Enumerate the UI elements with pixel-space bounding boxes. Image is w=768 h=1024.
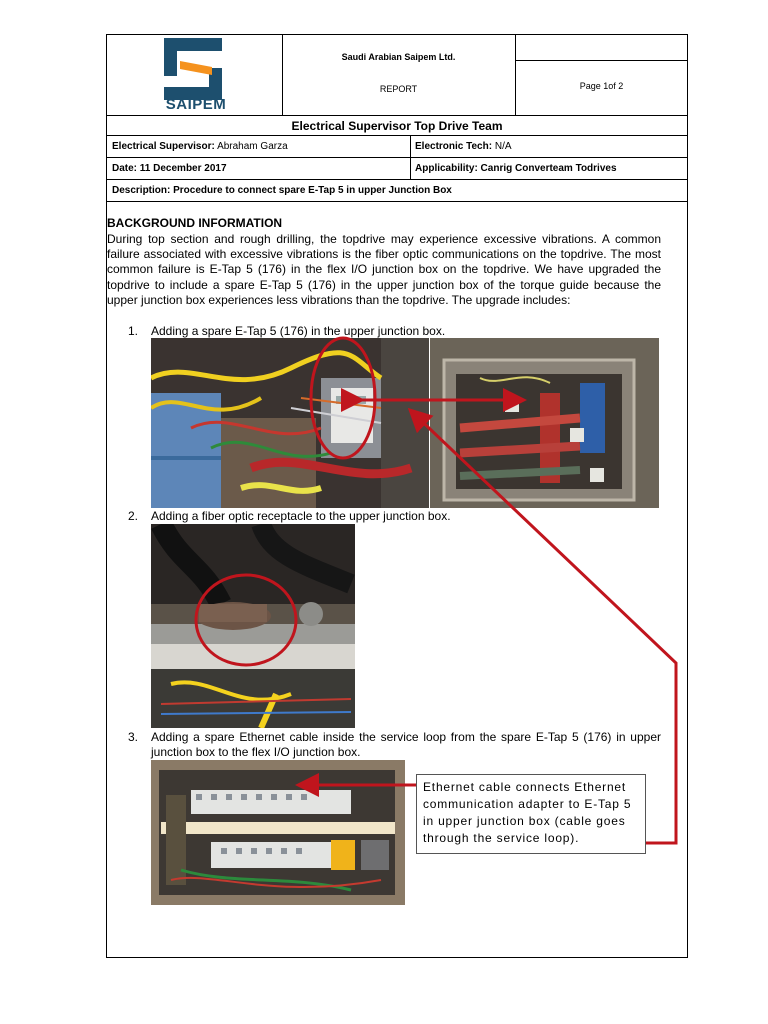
photo-ethernet-cable-panel bbox=[151, 760, 405, 905]
paragraph-text: During top section and rough drilling, the topdrive may experience excessive vibrations. A common failure associated with excessive vibrations is the fiber optic communications on the topdrive. The most common failure is E-Tap 5 (176) in the flex I/O junction box on the topdrive. We have upgraded the topdrive to include a spare E-Tap 5 (176) in the upper junction box of the torque guide because the upper junction box experiences less vibrations than the topdrive. The upgrade includes: bbox=[107, 232, 661, 307]
photo-flex-io-junction-box bbox=[430, 338, 659, 508]
page-number: Page 1of 2 bbox=[579, 81, 624, 91]
date-label: Date: bbox=[112, 163, 138, 174]
callout-box: Ethernet cable connects Ethernet communication adapter to E-Tap 5 in upper junction box (cable goes through the service loop). bbox=[416, 774, 646, 854]
date-value: 11 December 2017 bbox=[139, 163, 227, 174]
divider bbox=[515, 34, 516, 115]
background-paragraph bbox=[107, 232, 661, 308]
tech-field bbox=[415, 141, 512, 152]
divider bbox=[282, 34, 283, 115]
doc-type: REPORT bbox=[379, 84, 418, 94]
list-number: 2. bbox=[128, 509, 139, 523]
list-text: Adding a spare Ethernet cable inside the service loop from the spare E-Tap 5 (176) in upper junction box to the flex I/O junction box. bbox=[151, 730, 661, 759]
supervisor-label: Electrical Supervisor: bbox=[112, 141, 215, 152]
logo-wordmark: SAIPEM bbox=[165, 96, 227, 113]
team-title: Electrical Supervisor Top Drive Team bbox=[291, 119, 503, 133]
photo-upper-junction-box bbox=[151, 338, 429, 508]
list-number: 3. bbox=[128, 730, 139, 744]
description: Description: Procedure to connect spare E-Tap 5 in upper Junction Box bbox=[112, 185, 452, 196]
section-heading: BACKGROUND INFORMATION bbox=[107, 216, 283, 230]
list-text: Adding a spare E-Tap 5 (176) in the upper junction box. bbox=[151, 324, 446, 338]
divider bbox=[106, 201, 688, 202]
divider bbox=[410, 135, 411, 179]
tech-label: Electronic Tech: bbox=[415, 141, 493, 152]
supervisor-field bbox=[112, 141, 288, 152]
divider bbox=[106, 157, 688, 158]
applicability: Applicability: Canrig Converteam Todrives bbox=[415, 163, 617, 174]
list-number: 1. bbox=[128, 324, 139, 338]
date-field bbox=[112, 163, 227, 174]
company-name: Saudi Arabian Saipem Ltd. bbox=[341, 52, 456, 62]
divider bbox=[106, 135, 688, 136]
list-text: Adding a fiber optic receptacle to the upper junction box. bbox=[151, 509, 451, 523]
divider bbox=[106, 179, 688, 180]
divider bbox=[515, 60, 688, 61]
tech-value: N/A bbox=[494, 141, 512, 152]
supervisor-value: Abraham Garza bbox=[217, 141, 288, 152]
photo-fiber-optic-receptacle bbox=[151, 524, 355, 728]
